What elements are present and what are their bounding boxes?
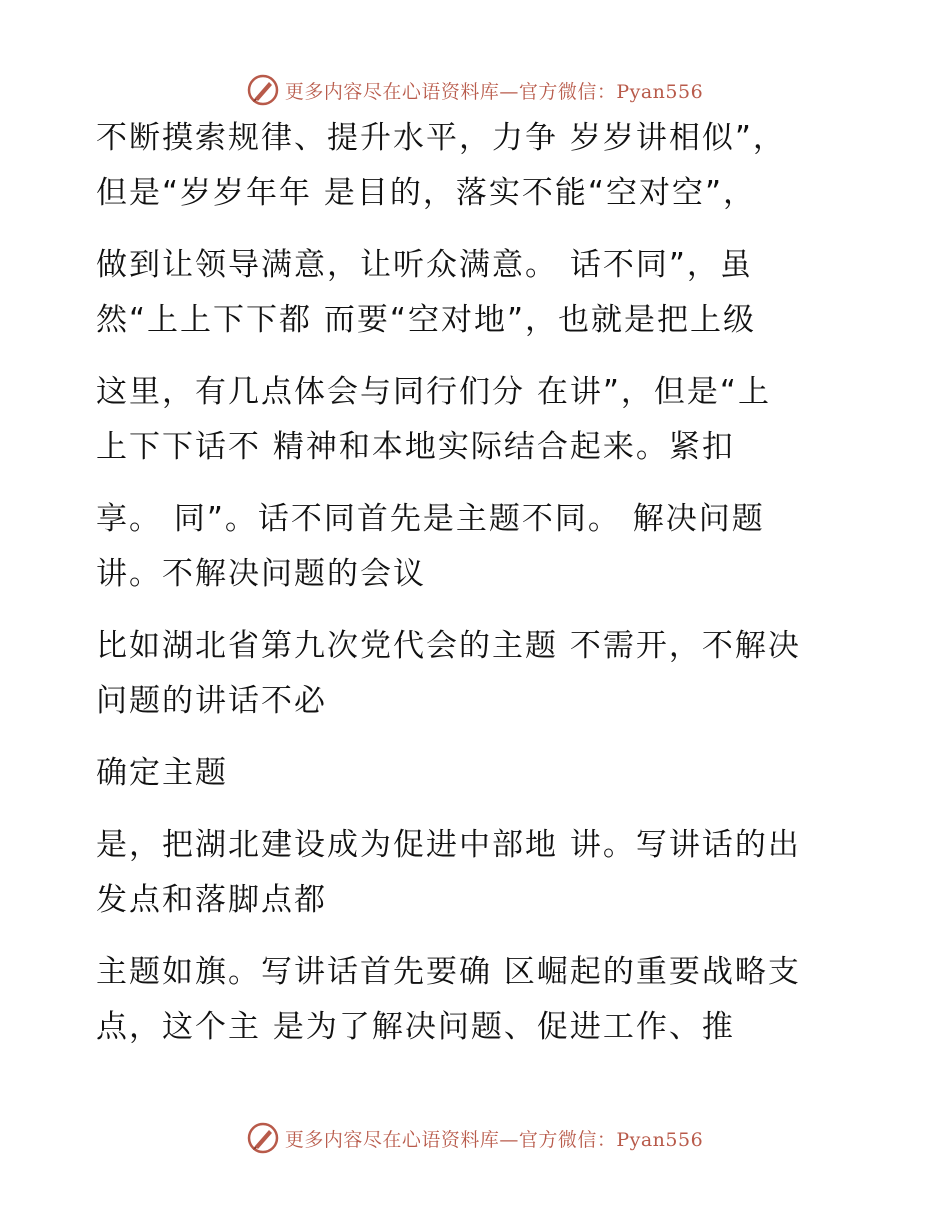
body-line: 这里，有几点体会与同行们分 在讲”，但是“上	[96, 374, 771, 410]
body-line: 发点和落脚点都	[96, 882, 327, 918]
quill-pen-logo-icon	[247, 74, 279, 106]
quill-pen-logo-icon	[247, 1122, 279, 1154]
watermark-text: 更多内容尽在心语资料库—官方微信：Pyan556	[284, 80, 704, 103]
body-line: 不断摸索规律、提升水平，力争 岁岁讲相似”，	[96, 120, 786, 156]
body-line: 是，把湖北建设成为促进中部地 讲。写讲话的出	[96, 827, 801, 863]
body-line: 享。 同”。话不同首先是主题不同。 解决问题	[96, 501, 765, 537]
body-line: 比如湖北省第九次党代会的主题 不需开，不解决	[96, 628, 801, 664]
watermark-text: 更多内容尽在心语资料库—官方微信：Pyan556	[284, 1128, 704, 1151]
body-line: 问题的讲话不必	[96, 683, 327, 719]
body-line: 但是“岁岁年年 是目的，落实不能“空对空”，	[96, 175, 757, 211]
body-line: 上下下话不 精神和本地实际结合起来。紧扣	[96, 429, 735, 465]
body-line: 然“上上下下都 而要“空对地”，也就是把上级	[96, 302, 757, 338]
header-watermark	[0, 70, 950, 110]
footer-watermark	[0, 1118, 950, 1158]
body-line: 做到让领导满意，让听众满意。 话不同”，虽	[96, 247, 753, 283]
body-line: 讲。不解决问题的会议	[96, 556, 426, 592]
document-body	[96, 118, 896, 1047]
body-line: 主题如旗。写讲话首先要确 区崛起的重要战略支	[96, 954, 801, 990]
body-line: 点，这个主 是为了解决问题、促进工作、推	[96, 1009, 735, 1045]
body-line: 确定主题	[96, 755, 228, 791]
